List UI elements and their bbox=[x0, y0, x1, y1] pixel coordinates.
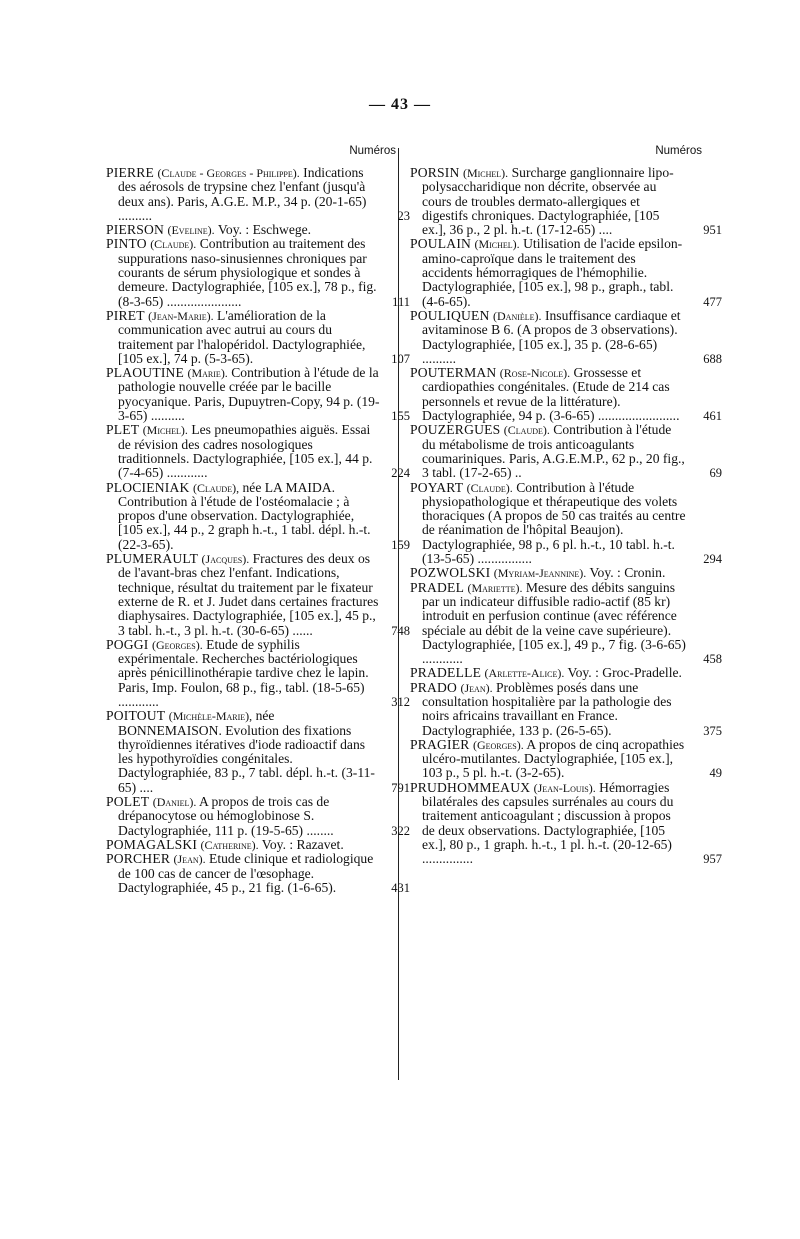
column-divider bbox=[398, 148, 399, 1080]
entry-author-surname: PRADEL bbox=[410, 579, 465, 595]
entry-description: née LA MAIDA. Contribution à l'étude de l'ostéomalacie ; à propos d'une observation. Dactylographiée, [105 ex.], 44 p., 2 graph h.-t., 1 tabl. dépl. h.-t. (22-3-65). bbox=[118, 479, 371, 552]
bibliography-entry bbox=[410, 236, 722, 309]
entry-number: 957 bbox=[703, 852, 722, 867]
entry-author-forename: (Claude - Georges - Philippe). bbox=[157, 166, 300, 180]
entry-author-surname: PLET bbox=[106, 422, 140, 438]
bibliography-entry bbox=[106, 307, 410, 366]
entry-author-forename: (Jean-Louis). bbox=[533, 780, 596, 795]
entry-author-forename: (Jean). bbox=[460, 680, 493, 695]
left-column bbox=[106, 140, 410, 895]
entry-author-surname: PRAGIER bbox=[410, 736, 470, 752]
bibliography-entry bbox=[106, 236, 410, 309]
entry-description: Voy. : Eschwege. bbox=[217, 222, 312, 238]
entry-author-forename: (Marie). bbox=[187, 366, 228, 381]
bibliography-entry bbox=[106, 165, 410, 223]
entry-author-surname: POZWOLSKI bbox=[410, 565, 491, 581]
entry-description: Grossesse et cardiopathies congénitales. (Etude de 214 cas personnels et revue de la littérature). Dactylographiée, 94 p. (3-6-65) ........................ bbox=[422, 365, 680, 424]
entry-author-surname: POULAIN bbox=[410, 236, 472, 252]
bibliography-entry bbox=[106, 551, 410, 638]
entry-author-surname: POYART bbox=[410, 479, 464, 495]
entry-number: 159 bbox=[391, 537, 410, 552]
entry-description: Voy. : Groc-Pradelle. bbox=[567, 665, 682, 681]
entry-author-surname: POLET bbox=[106, 794, 150, 810]
entry-author-surname: POUZERGUES bbox=[410, 422, 501, 438]
entry-description: Utilisation de l'acide epsilon-amino-caproïque dans le traitement des accidents hémorragiques de l'hémophilie. Dactylographiée, [105 ex.], 98 p., graph., tabl. (4-6-65). bbox=[422, 236, 683, 309]
entry-author-surname: PINTO bbox=[106, 236, 147, 252]
entry-description: Contribution à l'étude de la pathologie nouvelle créée par le bacille pyocyanique. Paris, Dupuytren-Copy, 94 p. (19-3-65) .......... bbox=[118, 365, 380, 424]
entry-description: Surcharge ganglionnaire lipo-polysaccharidique non décrite, observée au cours de troubles dermato-allergiques et digestifs chroniques. Dactylographiée, [105 ex.], 36 p., 2 pl. h.-t. (17-12-65) .... bbox=[422, 165, 674, 238]
entry-description: Contribution à l'étude physiopathologique et thérapeutique des volets thoraciques (A propos de 50 cas traités au centre de réanimation de l'hôpital Beaujon). Dactylographiée, 98 p., 6 pl. h.-t., 10 tabl. h.-t. (13-5-65) ................ bbox=[422, 479, 686, 567]
entry-number: 23 bbox=[397, 208, 410, 223]
bibliography-entry bbox=[410, 666, 694, 680]
entry-author-surname: PRUDHOMMEAUX bbox=[410, 779, 531, 795]
entry-author-forename: (Arlette-Alice). bbox=[484, 666, 565, 681]
entry-number: 107 bbox=[391, 351, 410, 366]
entry-author-surname: PLOCIENIAK bbox=[106, 479, 190, 495]
entry-description: Les pneumopathies aiguës. Essai de révision des cadres nosologiques traditionnels. Dactylographiée, [105 ex.], 44 p. (7-4-65) ............ bbox=[118, 422, 373, 481]
bibliography-entry bbox=[106, 479, 410, 552]
entry-author-forename: (Mariette). bbox=[467, 580, 523, 595]
entry-description: A propos de trois cas de drépanocytose ou hémoglobinose S. Dactylographiée, 111 p. (19-5-65) ........ bbox=[118, 794, 334, 838]
entry-number: 461 bbox=[703, 409, 722, 424]
entry-number: 224 bbox=[391, 466, 410, 481]
entry-number: 111 bbox=[392, 294, 410, 309]
entry-author-surname: POGGI bbox=[106, 636, 149, 652]
entry-number: 49 bbox=[709, 766, 722, 781]
left-column-header: Numéros bbox=[349, 145, 396, 157]
bibliography-entry bbox=[410, 779, 722, 867]
page-number: — 43 — bbox=[369, 96, 431, 113]
left-entry-list bbox=[106, 165, 410, 895]
bibliography-entry bbox=[410, 736, 722, 781]
entry-number: 477 bbox=[703, 294, 722, 309]
bibliography-entry bbox=[410, 365, 722, 424]
entry-description: Contribution à l'étude du métabolisme de trois anticoagulants coumariniques. Paris, A.G.E.M.P., 62 p., 20 fig., 3 tabl. (17-2-65) .. bbox=[422, 422, 685, 481]
entry-number: 375 bbox=[703, 723, 722, 738]
entry-author-forename: (Myriam-Jeannine). bbox=[493, 566, 587, 581]
entry-author-surname: POUTERMAN bbox=[410, 365, 497, 381]
entry-description: Etude clinique et radiologique de 100 cas de cancer de l'œsophage. Dactylographiée, 45 p., 21 fig. (1-6-65). bbox=[118, 851, 374, 895]
entry-author-forename: (Rose-Nicole). bbox=[499, 366, 571, 381]
entry-description: Voy. : Cronin. bbox=[589, 565, 666, 581]
entry-author-forename: (Michel). bbox=[462, 166, 509, 180]
bibliography-entry bbox=[106, 223, 388, 237]
entry-number: 312 bbox=[391, 694, 410, 709]
entry-author-forename: (Michel). bbox=[142, 423, 188, 438]
entry-author-surname: POITOUT bbox=[106, 708, 166, 724]
entry-author-forename: (Danièle). bbox=[493, 308, 542, 323]
entry-number: 294 bbox=[703, 552, 722, 567]
bibliography-entry bbox=[410, 307, 722, 366]
entry-number: 951 bbox=[703, 223, 722, 238]
entry-number: 322 bbox=[391, 823, 410, 838]
entry-author-surname: PRADO bbox=[410, 679, 458, 695]
bibliography-entry bbox=[410, 479, 722, 567]
right-column-header: Numéros bbox=[655, 145, 702, 157]
bibliography-entry bbox=[106, 422, 410, 481]
bibliography-entry bbox=[106, 838, 388, 852]
bibliography-entry bbox=[410, 679, 722, 738]
entry-author-forename: (Daniel). bbox=[152, 795, 197, 810]
entry-author-forename: (Jean-Marie). bbox=[148, 308, 214, 323]
entry-number: 155 bbox=[391, 409, 410, 424]
entry-author-forename: (Claude). bbox=[503, 423, 550, 438]
bibliography-entry bbox=[410, 422, 722, 481]
entry-author-surname: POMAGALSKI bbox=[106, 836, 198, 852]
bibliography-entry bbox=[106, 636, 410, 709]
bibliography-entry bbox=[410, 579, 722, 667]
entry-author-surname: POULIQUEN bbox=[410, 307, 490, 323]
entry-author-surname: PLAOUTINE bbox=[106, 365, 185, 381]
entry-description: née BONNEMAISON. Evolution des fixations thyroïdiennes itératives d'iode radioactif dans les hypothyroïdies congénitales. Dactylographiée, 83 p., 7 tabl. dépl. h.-t. (3-11-65) .... bbox=[118, 708, 375, 795]
bibliography-entry bbox=[106, 851, 410, 895]
entry-description: Contribution au traitement des suppurations naso-sinusiennes chroniques par courants de sérum physiologique et sondes à demeure. Dactylographiée, [105 ex.], 78 p., fig. (8-3-65) ...................... bbox=[118, 236, 377, 309]
entry-author-forename: (Eveline). bbox=[167, 223, 215, 238]
entry-author-forename: (Georges). bbox=[151, 637, 203, 652]
entry-author-surname: PRADELLE bbox=[410, 665, 482, 681]
entry-number: 688 bbox=[703, 351, 722, 366]
entry-description: Indications des aérosols de trypsine chez l'enfant (jusqu'à deux ans). Paris, A.G.E. M.P., 34 p. (20-1-65) .......... bbox=[118, 165, 367, 223]
right-column bbox=[410, 140, 722, 867]
entry-author-forename: (Catherine). bbox=[200, 837, 259, 852]
entry-author-surname: PIERRE bbox=[106, 165, 155, 180]
entry-author-forename: (Michèle-Marie), bbox=[168, 709, 253, 724]
entry-description: Voy. : Razavet. bbox=[261, 836, 344, 852]
entry-author-forename: (Claude). bbox=[150, 237, 197, 252]
entry-author-surname: PORCHER bbox=[106, 851, 171, 867]
entry-author-surname: PLUMERAULT bbox=[106, 551, 199, 567]
bibliography-entry bbox=[106, 365, 410, 424]
entry-description: A propos de cinq acropathies ulcéro-mutilantes. Dactylographiée, [105 ex.], 103 p., 5 pl. h.-t. (3-2-65). bbox=[422, 736, 685, 781]
entry-number: 69 bbox=[709, 466, 722, 481]
entry-description: Etude de syphilis expérimentale. Recherches bactériologiques après pénicillinothérapie tardive chez le lapin. Paris, Imp. Foulon, 68 p., fig., tabl. (18-5-65) ............ bbox=[118, 636, 369, 709]
entry-author-forename: (Michel). bbox=[474, 237, 520, 252]
entry-author-forename: (Claude), bbox=[192, 480, 240, 495]
bibliography-entry bbox=[410, 165, 722, 238]
entry-description: L'amélioration de la communication avec autrui au cours du traitement par l'halopéridol. Dactylographiée, [105 ex.], 74 p. (5-3-65). bbox=[118, 307, 366, 366]
entry-description: Insuffisance cardiaque et avitaminose B 6. (A propos de 3 observations). Dactylographiée, [105 ex.], 35 p. (28-6-65) .......... bbox=[422, 307, 681, 366]
entry-description: Fractures des deux os de l'avant-bras chez l'enfant. Indications, technique, résultat du traitement par le fixateur externe de R. et J. Judet dans certaines fractures diaphysaires. Dactylographiée, [105 ex.], 45 p., 3 tabl. h.-t., 3 pl. h.-t. (30-6-65) ...... bbox=[118, 551, 379, 638]
bibliography-entry bbox=[106, 708, 410, 795]
entry-author-forename: (Claude). bbox=[466, 480, 513, 495]
right-entry-list bbox=[410, 165, 722, 867]
entry-author-forename: (Jacques). bbox=[201, 552, 250, 567]
entry-author-forename: (Jean). bbox=[173, 852, 206, 867]
entry-author-forename: (Georges). bbox=[472, 737, 524, 752]
bibliography-entry bbox=[106, 794, 410, 838]
bibliography-entry bbox=[410, 566, 694, 580]
entry-number: 748 bbox=[391, 623, 410, 638]
entry-number: 431 bbox=[391, 880, 410, 895]
entry-description: Hémorragies bilatérales des capsules surrénales au cours du traitement anticoagulant ; discussion à propos de deux observations. Dactylographiée, [105 ex.], 80 p., 1 graph. h.-t., 1 pl. h.-t. (20-12-65) ............... bbox=[422, 779, 674, 867]
entry-number: 791 bbox=[391, 780, 410, 795]
entry-author-surname: PORSIN bbox=[410, 165, 460, 180]
entry-description: Mesure des débits sanguins par un indicateur diffusible radio-actif (85 kr) introduit en perfusion continue (avec référence spéciale au débit de la veine cave supérieure). Dactylographiée, [105 ex.], 49 p., 7 fig. (3-6-65) ............ bbox=[422, 579, 686, 667]
entry-number: 458 bbox=[703, 652, 722, 667]
entry-author-surname: PIERSON bbox=[106, 222, 165, 238]
entry-author-surname: PIRET bbox=[106, 307, 145, 323]
entry-description: Problèmes posés dans une consultation hospitalière par la pathologie des noirs africains travaillant en France. Dactylographiée, 133 p. (26-5-65). bbox=[422, 679, 672, 738]
